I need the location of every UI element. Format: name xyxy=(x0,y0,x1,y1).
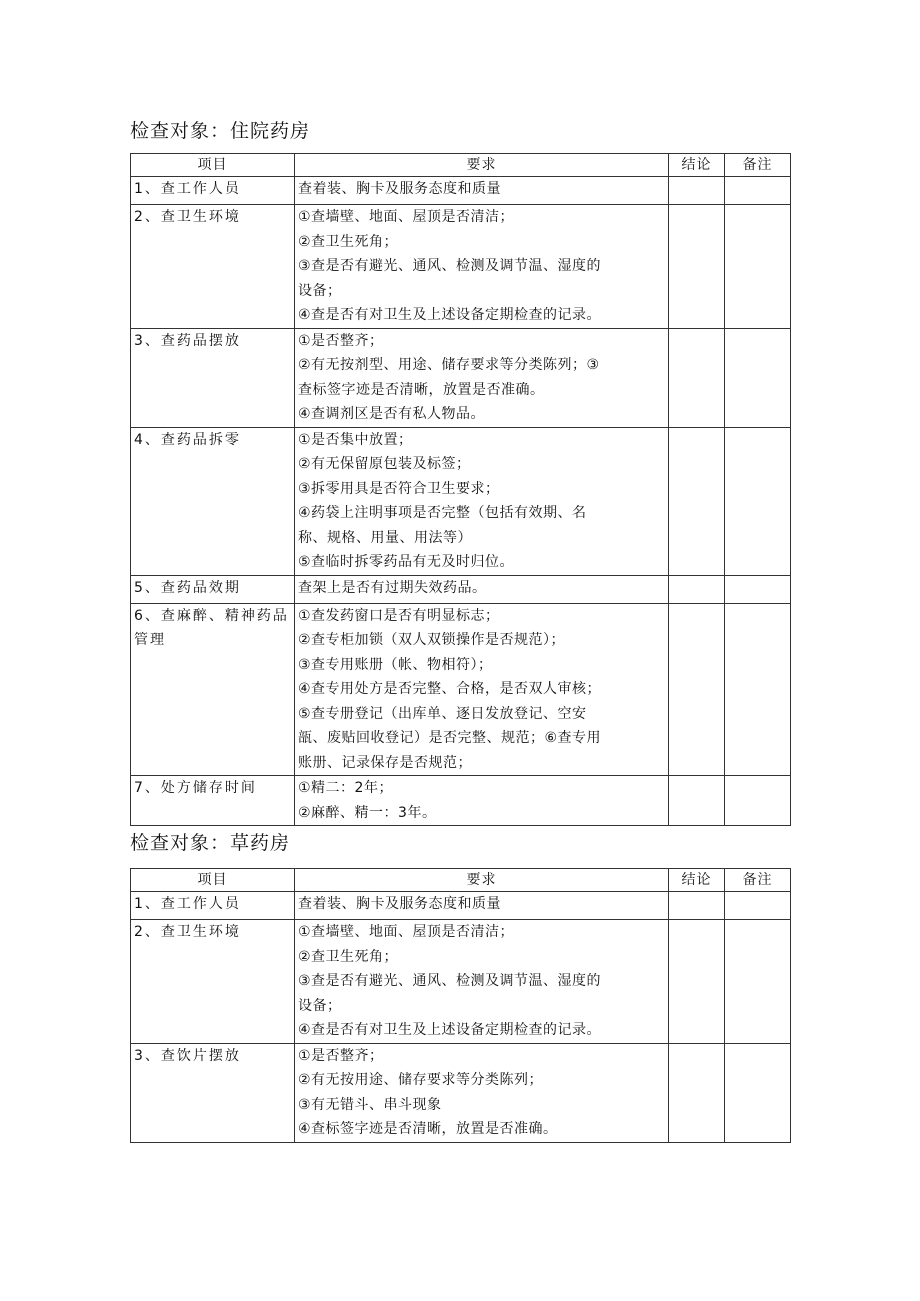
row-requirement-cell xyxy=(295,177,669,205)
inspection-table-herbal xyxy=(130,868,791,1143)
requirement-line: ②查卫生死角； xyxy=(298,233,399,250)
requirement-line: 瓿、废贴回收登记）是否完整、规范；⑥查专用 xyxy=(298,730,602,746)
requirement-line: 设备； xyxy=(298,282,342,299)
section-heading-inpatient-pharmacy: 检查对象：住院药房 xyxy=(130,120,311,142)
requirement-line: 设备； xyxy=(298,997,342,1014)
row-conclusion-cell[interactable] xyxy=(669,603,725,776)
row-conclusion-cell[interactable] xyxy=(669,920,725,1044)
requirement-line: ④查是否有对卫生及上述设备定期检查的记录。 xyxy=(298,1022,602,1038)
row-requirement-cell xyxy=(295,776,669,826)
column-header-item: 项目 xyxy=(131,869,295,892)
row-remark-cell[interactable] xyxy=(725,1043,791,1142)
row-requirement-cell xyxy=(295,427,669,575)
requirement-line: ④查调剂区是否有私人物品。 xyxy=(298,406,486,422)
table-header-row xyxy=(131,154,791,177)
row-item-cell: 2、查卫生环境 xyxy=(131,920,295,1044)
requirement-line: ③有无错斗、串斗现象 xyxy=(298,1096,442,1113)
table-row xyxy=(131,177,791,205)
row-remark-cell[interactable] xyxy=(725,776,791,826)
row-conclusion-cell[interactable] xyxy=(669,575,725,603)
column-header-conclusion: 结论 xyxy=(669,869,725,892)
requirement-line: ④药袋上注明事项是否完整（包括有效期、名 xyxy=(298,505,587,521)
table-row xyxy=(131,892,791,920)
requirement-line: ①是否整齐； xyxy=(298,1047,384,1064)
row-requirement-cell xyxy=(295,328,669,427)
requirement-line: ④查标签字迹是否清晰，放置是否准确。 xyxy=(298,1121,558,1137)
row-item-cell: 1、查工作人员 xyxy=(131,892,295,920)
row-conclusion-cell[interactable] xyxy=(669,1043,725,1142)
row-remark-cell[interactable] xyxy=(725,575,791,603)
requirement-line: ①查墙壁、地面、屋顶是否清洁； xyxy=(298,924,515,940)
requirement-line: 查着装、胸卡及服务态度和质量 xyxy=(298,181,501,197)
row-conclusion-cell[interactable] xyxy=(669,328,725,427)
row-remark-cell[interactable] xyxy=(725,892,791,920)
row-item-cell: 6、查麻醉、精神药品管理 xyxy=(131,603,295,776)
table-row xyxy=(131,427,791,575)
table-row xyxy=(131,575,791,603)
column-header-remark: 备注 xyxy=(725,869,791,892)
inspection-table-inpatient xyxy=(130,153,791,826)
row-remark-cell[interactable] xyxy=(725,205,791,329)
requirement-line: ①精二：2年； xyxy=(298,780,393,796)
table-header-row xyxy=(131,869,791,892)
requirement-line: ③查是否有避光、通风、检测及调节温、湿度的 xyxy=(298,973,602,989)
requirement-line: ①是否整齐； xyxy=(298,332,384,349)
column-header-requirement: 要求 xyxy=(295,869,669,892)
row-item-cell: 3、查饮片摆放 xyxy=(131,1043,295,1142)
row-item-cell: 3、查药品摆放 xyxy=(131,328,295,427)
row-item-cell: 4、查药品拆零 xyxy=(131,427,295,575)
requirement-line: 账册、记录保存是否规范； xyxy=(298,754,472,771)
requirement-line: ②查专柜加锁（双人双锁操作是否规范）； xyxy=(298,632,566,648)
column-header-item: 项目 xyxy=(131,154,295,177)
row-requirement-cell xyxy=(295,892,669,920)
row-item-cell: 1、查工作人员 xyxy=(131,177,295,205)
requirement-line: ②有无按用途、储存要求等分类陈列； xyxy=(298,1072,544,1088)
requirement-line: ③拆零用具是否符合卫生要求； xyxy=(298,480,500,497)
row-requirement-cell xyxy=(295,920,669,1044)
requirement-line: ④查是否有对卫生及上述设备定期检查的记录。 xyxy=(298,307,602,323)
row-remark-cell[interactable] xyxy=(725,328,791,427)
row-requirement-cell xyxy=(295,603,669,776)
row-requirement-cell xyxy=(295,575,669,603)
row-requirement-cell xyxy=(295,1043,669,1142)
row-item-cell: 5、查药品效期 xyxy=(131,575,295,603)
table-row xyxy=(131,205,791,329)
requirement-line: 称、规格、用量、用法等） xyxy=(298,529,472,546)
requirement-line: ②查卫生死角； xyxy=(298,948,399,965)
requirement-line: ③查专用账册（帐、物相符）； xyxy=(298,656,493,673)
row-item-cell: 2、查卫生环境 xyxy=(131,205,295,329)
table-row xyxy=(131,776,791,826)
row-conclusion-cell[interactable] xyxy=(669,205,725,329)
requirement-line: 查标签字迹是否清晰，放置是否准确。 xyxy=(298,381,545,398)
row-conclusion-cell[interactable] xyxy=(669,776,725,826)
table-row xyxy=(131,920,791,1044)
requirement-line: 查架上是否有过期失效药品。 xyxy=(298,579,487,596)
row-conclusion-cell[interactable] xyxy=(669,427,725,575)
requirement-line: ②麻醉、精一：3年。 xyxy=(298,804,437,821)
table-row xyxy=(131,1043,791,1142)
requirement-line: ②有无保留原包装及标签； xyxy=(298,456,471,472)
column-header-conclusion: 结论 xyxy=(669,154,725,177)
section-heading-herbal-pharmacy: 检查对象：草药房 xyxy=(130,832,291,854)
column-header-remark: 备注 xyxy=(725,154,791,177)
row-remark-cell[interactable] xyxy=(725,603,791,776)
row-requirement-cell xyxy=(295,205,669,329)
row-item-cell: 7、处方储存时间 xyxy=(131,776,295,826)
row-remark-cell[interactable] xyxy=(725,920,791,1044)
requirement-line: ①是否集中放置； xyxy=(298,431,413,448)
row-remark-cell[interactable] xyxy=(725,177,791,205)
requirement-line: ③查是否有避光、通风、检测及调节温、湿度的 xyxy=(298,258,602,274)
row-remark-cell[interactable] xyxy=(725,427,791,575)
requirement-line: ⑤查临时拆零药品有无及时归位。 xyxy=(298,554,515,570)
requirement-line: ④查专用处方是否完整、合格，是否双人审核； xyxy=(298,681,602,697)
column-header-requirement: 要求 xyxy=(295,154,669,177)
requirement-line: ①查发药窗口是否有明显标志； xyxy=(298,607,500,624)
row-conclusion-cell[interactable] xyxy=(669,177,725,205)
requirement-line: 查着装、胸卡及服务态度和质量 xyxy=(298,896,501,912)
requirement-line: ①查墙壁、地面、屋顶是否清洁； xyxy=(298,209,515,225)
row-conclusion-cell[interactable] xyxy=(669,892,725,920)
table-row xyxy=(131,603,791,776)
requirement-line: ②有无按剂型、用途、储存要求等分类陈列；③ xyxy=(298,357,600,373)
requirement-line: ⑤查专册登记（出库单、逐日发放登记、空安 xyxy=(298,705,587,722)
table-row xyxy=(131,328,791,427)
